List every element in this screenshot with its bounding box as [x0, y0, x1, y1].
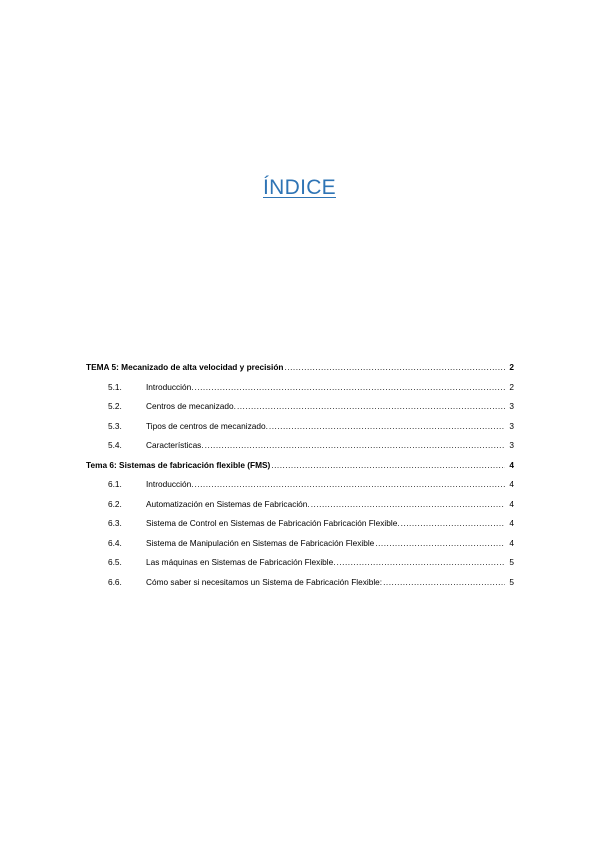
toc-entry-text: Tema 6: Sistemas de fabricación flexible (FMS): [86, 459, 271, 470]
toc-entry-number: 6.3.: [108, 518, 122, 528]
toc-dot-leader: [311, 499, 505, 509]
toc-dot-leader: [375, 538, 505, 548]
toc-entry-number: 5.3.: [108, 420, 122, 431]
toc-dot-leader: [285, 362, 506, 372]
toc-entry-number: 5.1.: [108, 381, 122, 392]
toc-entry-number: 6.1.: [108, 479, 122, 489]
toc-dot-leader: [195, 479, 505, 489]
toc-entry-text: Introducción.: [146, 381, 194, 392]
toc-entry-6-1[interactable]: [86, 479, 514, 499]
toc-page-number: 3: [509, 401, 514, 411]
toc-entry-text: Centros de mecanizado.: [146, 401, 236, 411]
toc-dot-leader: [205, 440, 505, 450]
toc-entry-number: 6.2.: [108, 498, 122, 509]
toc-entry-tema-5[interactable]: [86, 362, 514, 382]
toc-page-number: 4: [509, 459, 514, 470]
index-title: ÍNDICE: [263, 176, 336, 199]
toc-entry-number: 6.4.: [108, 537, 122, 548]
toc-dot-leader: [401, 518, 505, 528]
toc-dot-leader: [237, 401, 505, 411]
toc-dot-leader: [383, 577, 505, 587]
toc-page-number: 5: [509, 557, 514, 567]
toc-page-number: 3: [509, 420, 514, 431]
toc-entry-number: 5.2.: [108, 401, 122, 411]
toc-entry-text: Tipos de centros de mecanizado.: [146, 420, 268, 431]
toc-dot-leader: [271, 460, 505, 470]
toc-entry-text: Las máquinas en Sistemas de Fabricación Flexible.: [146, 557, 336, 567]
toc-page-number: 4: [509, 537, 514, 548]
toc-entry-number: 5.4.: [108, 440, 122, 450]
toc-entry-5-2[interactable]: [86, 401, 514, 421]
toc-entry-tema-6[interactable]: [86, 460, 514, 480]
toc-entry-number: 6.5.: [108, 557, 122, 567]
toc-page-number: 4: [509, 518, 514, 528]
toc-entry-6-4[interactable]: [86, 538, 514, 558]
toc-entry-6-5[interactable]: [86, 557, 514, 577]
toc-entry-text: TEMA 5: Mecanizado de alta velocidad y precisión: [86, 362, 284, 372]
toc-page-number: 4: [509, 498, 514, 509]
toc-entry-5-1[interactable]: [86, 382, 514, 402]
toc-entry-5-3[interactable]: [86, 421, 514, 441]
toc-page-number: 4: [509, 479, 514, 489]
toc-entry-5-4[interactable]: [86, 440, 514, 460]
toc-entry-6-2[interactable]: [86, 499, 514, 519]
table-of-contents: [86, 362, 514, 596]
toc-entry-6-6[interactable]: [86, 577, 514, 597]
toc-dot-leader: [269, 421, 505, 431]
toc-entry-text: Introducción.: [146, 479, 194, 489]
toc-dot-leader: [195, 382, 505, 392]
toc-entry-6-3[interactable]: [86, 518, 514, 538]
toc-entry-text: Automatización en Sistemas de Fabricación.: [146, 498, 310, 509]
toc-entry-number: 6.6.: [108, 576, 122, 587]
toc-page-number: 2: [509, 362, 514, 372]
toc-entry-text: Sistema de Manipulación en Sistemas de Fabricación Flexible: [146, 537, 375, 548]
toc-entry-text: Cómo saber si necesitamos un Sistema de Fabricación Flexible:: [146, 576, 383, 587]
toc-dot-leader: [337, 557, 505, 567]
toc-page-number: 5: [509, 576, 514, 587]
toc-page-number: 2: [509, 381, 514, 392]
toc-entry-text: Características.: [146, 440, 204, 450]
toc-entry-text: Sistema de Control en Sistemas de Fabricación Fabricación Flexible.: [146, 518, 400, 528]
toc-page-number: 3: [509, 440, 514, 450]
